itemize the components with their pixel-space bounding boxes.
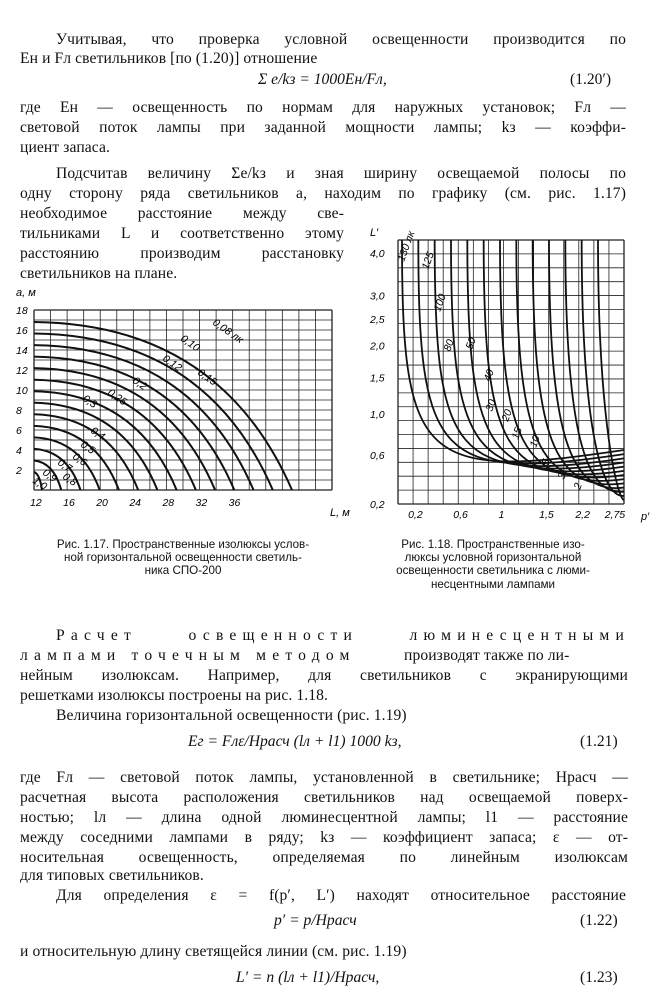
fig117-y-tick-label: 2 <box>16 465 22 477</box>
paragraph-line: где Eн — освещенность по нормам для наружных установок; Fл — <box>20 99 626 116</box>
fig118-x-tick-label: 2,75 <box>604 509 626 521</box>
fig118-curve-label: 80 <box>441 337 457 354</box>
fig118-x-tick-label: 2,2 <box>575 509 590 521</box>
fig117-x-tick-label: 16 <box>63 497 75 509</box>
fig118-curve-label: 100 <box>431 292 449 314</box>
fig118-curve-label: 20 <box>499 407 515 424</box>
fig118-curve-label: 3 <box>555 471 569 482</box>
equation-number: (1.22) <box>580 912 618 929</box>
fig117-y-tick-label: 16 <box>16 325 28 337</box>
fig117-x-tick-label: 24 <box>129 497 142 509</box>
fig118-x-tick-label: 0,2 <box>408 509 423 521</box>
caption-line: Рис. 1.18. Пространственные изо- <box>401 538 585 551</box>
paragraph-line: Учитывая, что проверка условной освещенности производится по <box>56 31 626 48</box>
fig118-curve-label: 130 лк <box>395 229 418 264</box>
fig117-y-tick-label: 10 <box>16 385 28 397</box>
fig117-curve-label: 0,12 <box>160 352 184 375</box>
fig117-y-axis-label: a, м <box>16 287 36 299</box>
fig117-y-tick-label: 6 <box>16 425 22 437</box>
paragraph-line: необходимое расстояние между све- <box>20 205 344 222</box>
paragraph-line: Величина горизонтальной освещенности (рис. 1.19) <box>56 707 407 724</box>
fig117-x-tick-label: 28 <box>162 497 175 509</box>
fig117-x-tick-label: 36 <box>228 497 241 509</box>
caption-line: люксы условной горизонтальной <box>404 551 582 565</box>
fig118-y-tick-label: 3,0 <box>370 290 385 303</box>
paragraph-line: одну сторону ряда светильников a, находим по графику (см. рис. 1.17) <box>20 185 626 202</box>
fig117-curve-label: 0,5 <box>78 438 98 457</box>
equation-number: (1.23) <box>580 969 618 986</box>
figure-1-18 <box>358 222 658 532</box>
fig117-x-axis-label: L, м <box>330 507 350 519</box>
caption-line: ной горизонтальной освещенности светиль- <box>64 551 302 565</box>
fig117-curve-label: 0,3 <box>80 392 100 411</box>
fig117-curve-label: 1,0 <box>30 474 50 493</box>
fig118-x-axis-label: p′ <box>641 511 650 523</box>
fig118-curve-label: 5 <box>539 457 553 468</box>
paragraph-line: где Fл — световой поток лампы, установленной в светильнике; Hрасч — <box>20 769 628 786</box>
fig117-curve-label: 0,10 <box>178 332 202 355</box>
caption-line: освещенности светильника с люми- <box>396 564 590 578</box>
figure-1-18-caption <box>366 538 620 591</box>
fig118-y-tick-label: 2,5 <box>370 314 385 327</box>
paragraph-line: и относительную длину светящейся линии (см. рис. 1.19) <box>20 943 407 960</box>
fig117-y-tick-label: 18 <box>16 305 28 317</box>
paragraph-line: для типовых светильников. <box>20 867 204 884</box>
fig118-x-tick-label: 1 <box>498 509 505 521</box>
fig117-curve-label: 0,15 <box>195 366 219 389</box>
fig117-curve-labels <box>30 317 246 493</box>
paragraph-line: Подсчитав величину Σe/kз и зная ширину освещаемой полосы по <box>56 165 626 182</box>
paragraph-line: ностью; lл — длина одной люминесцентной лампы; l1 — расстояние <box>20 809 628 826</box>
figure-1-17-caption <box>16 538 350 578</box>
fig117-curve-label: 0,25 <box>105 386 129 409</box>
paragraph-line: расчетная высота расположения светильников над освещаемой поверх- <box>20 789 628 806</box>
fig118-curve-label: 50 <box>463 335 479 352</box>
fig117-y-tick-label: 8 <box>16 405 22 417</box>
equation-1-23: L′ = n (lл + l1)/Hрасч, <box>236 969 380 986</box>
fig118-x-tick-label: 1,5 <box>539 509 554 521</box>
fig117-y-tick-label: 12 <box>16 365 28 377</box>
equation-number: (1.21) <box>580 733 618 750</box>
paragraph-line: Для определения ε = f(p′, L′) находят относительное расстояние <box>56 887 626 904</box>
equation-1-22: p′ = p/Hрасч <box>274 912 357 929</box>
fig118-y-tick-label: 0,6 <box>370 450 385 463</box>
paragraph-line: циент запаса. <box>20 139 111 156</box>
paragraph-line: нейным изолюксам. Например, для светильников с экранирующими <box>20 667 628 684</box>
paragraph-line: решетками изолюксы построены на рис. 1.18. <box>20 687 329 704</box>
fig117-curve-label: 0,2 <box>130 374 150 393</box>
fig118-isolux-curve <box>435 240 624 466</box>
paragraph-line: расстоянию производим расстановку <box>20 245 344 262</box>
fig117-y-tick-label: 4 <box>16 445 22 457</box>
fig118-x-tick-label: 0,6 <box>453 509 468 521</box>
equation-1-21: Eг = Fлε/Hрасч (lл + l1) 1000 kз, <box>188 733 402 750</box>
paragraph-line-spaced: Расчет освещенности люминесцентными <box>56 627 630 644</box>
fig117-x-tick-label: 20 <box>96 497 108 509</box>
fig118-curves <box>402 240 624 500</box>
paragraph-line: носительная освещенность, определяемая по линейным изолюксам <box>20 849 628 866</box>
fig118-curve-label: 125 <box>419 250 437 272</box>
fig118-curve-label: 30 <box>483 397 499 414</box>
paragraph-line: между соседними лампами в ряду; kз — коэффициент запаса; ε — от- <box>20 829 628 846</box>
fig117-curve-label: 0,08 лк <box>210 316 246 347</box>
fig118-curve-label: 10 <box>527 433 543 450</box>
fig118-y-tick-label: 4,0 <box>370 248 385 261</box>
fig118-y-tick-label: 0,2 <box>370 499 385 511</box>
fig117-curve-label: 0,8 <box>60 470 80 489</box>
paragraph-line-spaced: лампами точечным методом <box>20 647 356 664</box>
fig117-curve-label: 0,9 <box>40 466 60 485</box>
fig118-y-tick-label: 1,0 <box>370 409 385 422</box>
paragraph-line: Eн и Fл светильников [по (1.20)] отношение <box>20 50 318 67</box>
fig117-curve-label: 0,4 <box>88 424 108 443</box>
paragraph-line: производят также по ли- <box>404 647 570 664</box>
fig117-curve-label: 0,6 <box>70 450 90 469</box>
fig117-x-tick-label: 12 <box>30 497 42 509</box>
equation-1-20: Σ e/kз = 1000Eн/Fл, <box>258 71 387 88</box>
fig117-y-tick-label: 14 <box>16 345 28 357</box>
fig118-y-tick-label: 1,5 <box>370 372 385 385</box>
fig118-y-tick-label: 2,0 <box>370 340 385 353</box>
fig118-y-axis-label: L′ <box>370 227 379 239</box>
figure-1-17 <box>12 282 352 522</box>
paragraph-line: световой поток лампы при заданной мощности лампы; kз — коэффи- <box>20 119 626 136</box>
paragraph-line: светильников на плане. <box>20 265 178 282</box>
paragraph-line: тильниками L и соответственно этому <box>20 225 344 242</box>
caption-line: ника СПО-200 <box>144 564 222 578</box>
caption-line: Рис. 1.17. Пространственные изолюксы услов- <box>56 538 310 551</box>
fig118-curve-label: 15 <box>509 425 525 442</box>
caption-line: несцентными лампами <box>430 577 556 591</box>
fig117-curve-label: 0,7 <box>55 456 75 475</box>
fig117-x-tick-label: 32 <box>195 497 208 509</box>
equation-number: (1.20′) <box>570 71 612 88</box>
fig118-curve-label: 40 <box>481 367 497 384</box>
fig118-curve-label: 2 <box>571 481 585 492</box>
